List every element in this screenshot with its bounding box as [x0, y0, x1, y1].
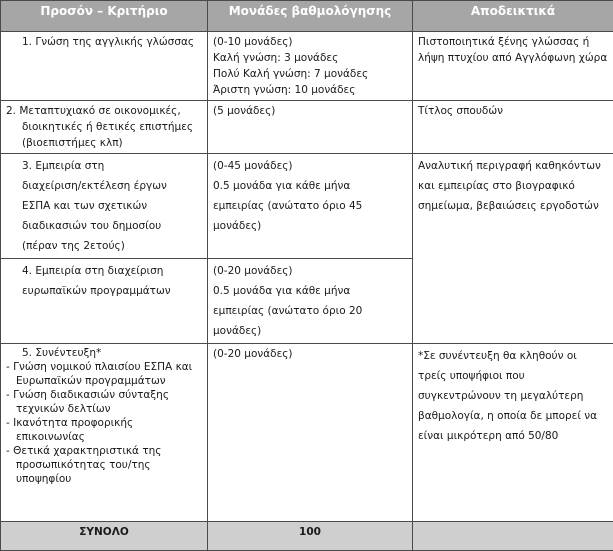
points-text: 0.5 μονάδα για κάθε μήνα — [213, 281, 407, 301]
criterion-item: - Γνώση διαδικασιών σύνταξης τεχνικών δελτίων — [6, 388, 202, 416]
points-cell — [208, 344, 413, 522]
points-text: (0-10 μονάδες) — [213, 34, 407, 50]
criterion-text: 3. Εμπειρία στη — [6, 156, 202, 176]
table-row-interview — [1, 344, 613, 522]
header-evidence: Αποδεικτικά — [413, 1, 613, 32]
points-cell — [208, 259, 413, 344]
points-text: (0-20 μονάδες) — [213, 346, 407, 362]
points-text: μονάδες) — [213, 216, 407, 236]
criterion-text: ΕΣΠΑ και των σχετικών — [6, 196, 202, 216]
criterion-text: (βιοεπιστήμες κλπ) — [6, 135, 202, 151]
points-text: Καλή γνώση: 3 μονάδες — [213, 50, 407, 66]
evidence-text: Πιστοποιητικά ξένης γλώσσας ή λήψη πτυχίου από Αγγλόφωνη χώρα — [418, 34, 608, 66]
points-text: 0.5 μονάδα για κάθε μήνα — [213, 176, 407, 196]
evidence-text: *Σε συνέντευξη θα κληθούν οι τρείς υποψήφιοι που συγκεντρώνουν τη μεγαλύτερη βαθμολογία, η οποία δε μπορεί να είναι μικρότερη από 50/80 — [418, 346, 608, 446]
points-text: (0-20 μονάδες) — [213, 261, 407, 281]
table-row-masters — [1, 101, 613, 154]
criterion-item: - Γνώση νομικού πλαισίου ΕΣΠΑ και Ευρωπαϊκών προγραμμάτων — [6, 360, 202, 388]
evidence-text: Τίτλος σπουδών — [418, 103, 608, 119]
criterion-text: 2. Μεταπτυχιακό σε οικονομικές, — [6, 103, 202, 119]
evidence-cell — [413, 32, 613, 101]
criterion-text: διαδικασιών του δημοσίου — [6, 216, 202, 236]
criterion-cell — [1, 101, 208, 154]
points-text: (5 μονάδες) — [213, 103, 407, 119]
criterion-text: ευρωπαϊκών προγραμμάτων — [6, 281, 202, 301]
header-criterion: Προσόν – Κριτήριο — [1, 1, 208, 32]
table-row-english — [1, 32, 613, 101]
points-text: Άριστη γνώση: 10 μονάδες — [213, 82, 407, 98]
evidence-cell — [413, 101, 613, 154]
total-label: ΣΥΝΟΛΟ — [1, 522, 208, 551]
criterion-cell — [1, 259, 208, 344]
criterion-text: διαχείριση/εκτέλεση έργων — [6, 176, 202, 196]
criterion-text: (πέραν της 2ετούς) — [6, 236, 202, 256]
total-value: 100 — [208, 522, 413, 551]
criterion-text: 4. Εμπειρία στη διαχείριση — [6, 261, 202, 281]
criterion-item: - Θετικά χαρακτηριστικά της προσωπικότητας του/της υποψηφίου — [6, 444, 202, 486]
criterion-item: - Ικανότητα προφορικής επικοινωνίας — [6, 416, 202, 444]
points-text: Πολύ Καλή γνώση: 7 μονάδες — [213, 66, 407, 82]
header-points: Μονάδες βαθμολόγησης — [208, 1, 413, 32]
evidence-cell — [413, 344, 613, 522]
points-cell — [208, 154, 413, 259]
evidence-cell — [413, 154, 613, 344]
criterion-text: διοικητικές ή θετικές επιστήμες — [6, 119, 202, 135]
points-cell — [208, 101, 413, 154]
criterion-text: 1. Γνώση της αγγλικής γλώσσας — [6, 34, 202, 50]
table-row-espa-experience — [1, 154, 613, 259]
points-text: (0-45 μονάδες) — [213, 156, 407, 176]
criterion-cell — [1, 32, 208, 101]
header-row — [1, 1, 613, 32]
points-text: εμπειρίας (ανώτατο όριο 20 — [213, 301, 407, 321]
criterion-cell — [1, 154, 208, 259]
total-evidence — [413, 522, 613, 551]
points-text: εμπειρίας (ανώτατο όριο 45 — [213, 196, 407, 216]
points-cell — [208, 32, 413, 101]
criterion-cell — [1, 344, 208, 522]
evidence-text: Αναλυτική περιγραφή καθηκόντων και εμπειρίας στο βιογραφικό σημείωμα, βεβαιώσεις εργοδοτών — [418, 156, 608, 216]
total-row — [1, 522, 613, 551]
points-text: μονάδες) — [213, 321, 407, 341]
criterion-title: 5. Συνέντευξη* — [6, 346, 202, 360]
